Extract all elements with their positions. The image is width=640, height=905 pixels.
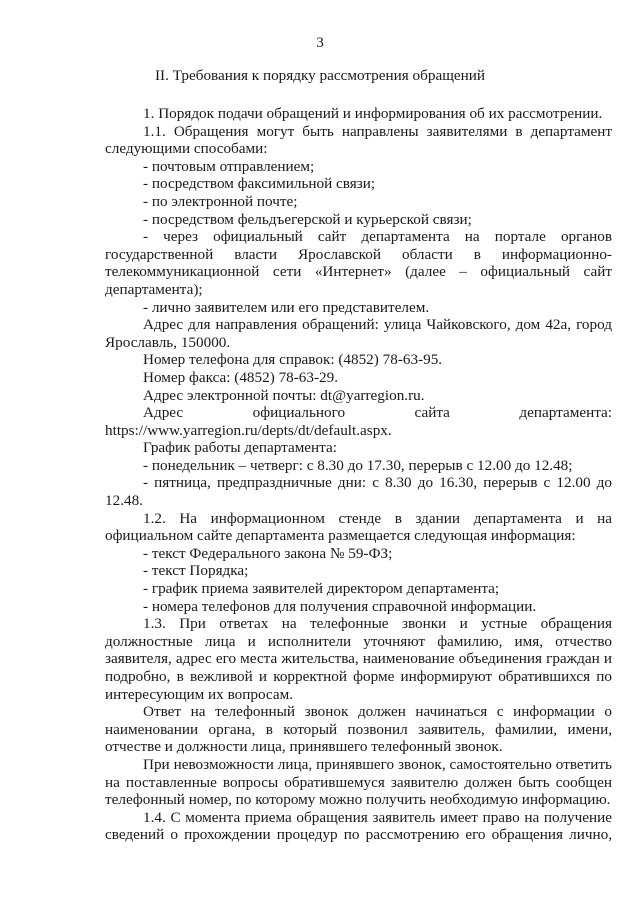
list-item: - график приема заявителей директором департамента; [143, 580, 500, 598]
list-item: - по электронной почте; [143, 192, 298, 210]
paragraph: Номер факса: (4852) 78-63-29. [143, 368, 339, 386]
list-item: - пятница, предпраздничные дни: с 8.30 до 16.30, перерыв с 12.00 до 12.48. [105, 474, 612, 510]
paragraph: Адрес официального сайта департамента: https://www.yarregion.ru/depts/dt/default.aspx. [105, 404, 612, 439]
list-item: - текст Федерального закона № 59-ФЗ; [143, 544, 393, 562]
list-item: - посредством факсимильной связи; [143, 175, 376, 193]
paragraph: 1.2. На информационном стенде в здании департамента и на официальном сайте департамента размещается следующая информация: [105, 509, 612, 545]
paragraph: 1. Порядок подачи обращений и информирования об их рассмотрении. [143, 105, 603, 122]
paragraph: Номер телефона для справок: (4852) 78-63-95. [143, 351, 443, 369]
list-item: - лично заявителем или его представителем. [143, 298, 430, 316]
section-heading: II. Требования к порядку рассмотрения обращений [154, 67, 486, 84]
paragraph: Адрес электронной почты: dt@yarregion.ru. [143, 386, 425, 404]
list-item: - почтовым отправлением; [143, 157, 315, 175]
list-item: - текст Порядка; [143, 562, 249, 580]
list-item: - посредством фельдъегерской и курьерской связи; [143, 210, 472, 228]
list-item: - понедельник – четверг: с 8.30 до 17.30, перерыв с 12.00 до 12.48; [143, 456, 573, 474]
document-body [105, 105, 612, 844]
paragraph: 1.3. При ответах на телефонные звонки и устные обращения должностные лица и исполнители уточняют фамилию, имя, отчество заявителя, адрес его места жительства, наименование объединения граждан и подробно, в вежливой и корректной форме информируют обратившихся по интересующим их вопросам. [105, 615, 612, 703]
paragraph: 1.1. Обращения могут быть направлены заявителями в департамент следующими способами: [105, 122, 612, 158]
paragraph: График работы департамента: [143, 439, 337, 457]
page-number: 3 [316, 34, 324, 51]
paragraph: Адрес для направления обращений: улица Чайковского, дом 42а, город Ярославль, 150000. [105, 316, 612, 351]
list-item: - номера телефонов для получения справочной информации. [143, 597, 537, 615]
paragraph: Ответ на телефонный звонок должен начинаться с информации о наименовании органа, в который позвонил заявитель, фамилии, имени, отчестве и должности лица, принявшего телефонный звонок. [105, 703, 612, 756]
paragraph: 1.4. С момента приема обращения заявитель имеет право на получение сведений о прохождении процедур по рассмотрению его обращения лично, [105, 808, 612, 844]
paragraph: При невозможности лица, принявшего звонок, самостоятельно ответить на поставленные вопросы обратившемуся заявителю должен быть сообщен телефонный номер, по которому можно получить необходимую информацию. [105, 755, 612, 809]
list-item: - через официальный сайт департамента на портале органов государственной власти Ярославской области в информационно-телекоммуникационной сети «Интернет» (далее – официальный сайт департамента); [105, 228, 612, 298]
